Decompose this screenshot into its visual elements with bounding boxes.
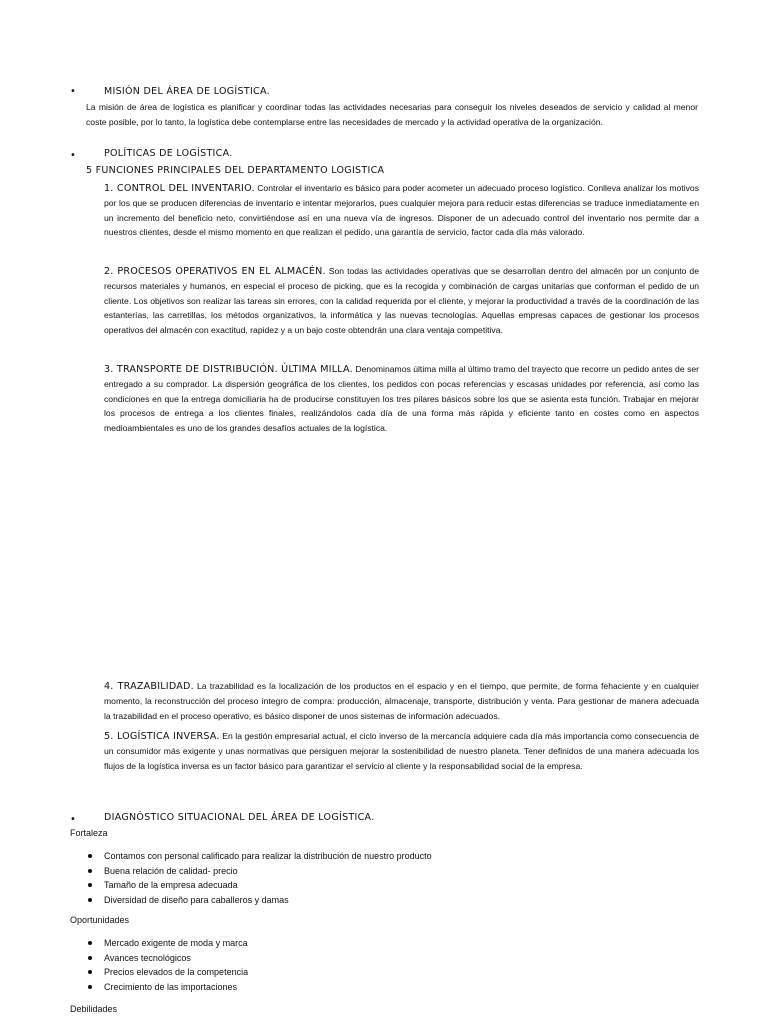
- list-item: Buena relación de calidad- precio: [88, 864, 688, 879]
- list-item: Contamos con personal calificado para realizar la distribución de nuestro producto: [88, 849, 688, 864]
- list-item: Tamaño de la empresa adecuada: [88, 878, 688, 893]
- list-item: Crecimiento de las importaciones: [88, 980, 688, 995]
- funcion-3-paragraph: [104, 362, 699, 435]
- funcion-2-title: 2. PROCESOS OPERATIVOS EN EL ALMACÉN.: [104, 266, 326, 277]
- funcion-3-text: Denominamos última milla al último tramo del trayecto que recorre un pedido antes de ser entregado a su comprador. La dispersión geográfica de los clientes, los pedidos con pocas referencias y escasas unidades por referencia, así como las condiciones en que la entrega domiciliaria ha de producirse constituyen los tres pilares básicos sobre los que se asienta esta función. Trabajar en mejorar los procesos de entrega a los clientes finales, realizándolos cada día de una forma más rápida y eficiente tanto en costes como en aspectos medioambientales es uno de los grandes desafíos actuales de la logística.: [104, 364, 700, 433]
- funcion-1-text: Controlar el inventario es básico para poder acometer un adecuado proceso logístico. Conlleva analizar los motivos por los que se producen diferencias de inventario e intentar mejorarlos, pues cualquier mejora para reducir estas diferencias se traduce inmediatamente en un incremento del beneficio neto, convirtiéndose así en una nueva vía de ingresos. Disponer de un adecuado control del inventario nos permite dar a nuestros clientes, desde el mismo momento en que realizan el pedido, una garantía de servicio, factor cada día más valorado.: [104, 183, 699, 238]
- bullet-icon: [88, 898, 92, 902]
- fortaleza-label: Fortaleza: [70, 828, 108, 838]
- funcion-5-title: 5. LOGÍSTICA INVERSA.: [104, 731, 220, 742]
- bullet-icon: [88, 854, 92, 858]
- funcion-3-title: 3. TRANSPORTE DE DISTRIBUCIÓN. ÚLTIMA MILLA.: [104, 364, 353, 375]
- oportunidades-list: [88, 936, 688, 994]
- funciones-subheading: 5 FUNCIONES PRINCIPALES DEL DEPARTAMENTO LOGISTICA: [86, 165, 385, 176]
- list-item: Mercado exigente de moda y marca: [88, 936, 688, 951]
- bullet-icon: [88, 956, 92, 960]
- funcion-5-paragraph: [104, 729, 699, 773]
- list-item: Avances tecnológicos: [88, 951, 688, 966]
- funcion-4-paragraph: [104, 679, 699, 723]
- fortalezas-list: [88, 849, 688, 907]
- bullet-dot: •: [70, 86, 76, 97]
- list-item: Precios elevados de la competencia: [88, 965, 688, 980]
- funcion-4-text: La trazabilidad es la localización de los productos en el espacio y en el tiempo, que permite, de forma fehaciente y en cualquier momento, la reconstrucción del proceso íntegro de compra: producción, almacenaje, transporte, distribución y venta. Para gestionar de manera adecuada la trazabilidad en el proceso operativo, es básico disponer de unos sistemas de información adecuados.: [104, 681, 699, 721]
- mision-heading: MISIÓN DEL ÁREA DE LOGÍSTICA.: [104, 86, 270, 97]
- bullet-icon: [88, 869, 92, 873]
- debilidades-label: Debilidades: [70, 1004, 118, 1014]
- funcion-2-paragraph: [104, 264, 699, 337]
- oportunidades-label: Oportunidades: [70, 915, 130, 925]
- funcion-2-text: Son todas las actividades operativas que se desarrollan dentro del almacén por un conjunto de recursos materiales y humanos, en especial el proceso de picking, que es la recogida y combinación de cargas unitarias que conforman el pedido de un cliente. Los objetivos son realizar las tareas sin errores, con la calidad requerida por el cliente, y mejorar la productividad a través de la coordinación de las estanterías, las carretillas, los métodos organizativos, la informática y las nuevas tecnologías. Aquellas empresas capaces de gestionar los procesos operativos del almacén con exactitud, rapidez y a un bajo coste obtendrán una clara ventaja competitiva.: [104, 266, 699, 335]
- funcion-5-text: En la gestión empresarial actual, el ciclo inverso de la mercancía adquiere cada día más importancia como consecuencia de un consumidor más exigente y unas normativas que persiguen mejorar la sostenibilidad de nuestro planeta. Tener definidos de una manera adecuada los flujos de la logística inversa es un factor básico para garantizar el servicio al cliente y la responsabilidad social de la empresa.: [104, 731, 700, 771]
- bullet-dot: •: [70, 150, 76, 161]
- funcion-4-title: 4. TRAZABILIDAD.: [104, 681, 194, 692]
- politicas-heading: POLÍTICAS DE LOGÍSTICA.: [104, 148, 233, 159]
- bullet-icon: [88, 985, 92, 989]
- bullet-icon: [88, 941, 92, 945]
- bullet-dot: •: [70, 814, 76, 825]
- mision-paragraph: La misión de área de logística es planificar y coordinar todas las actividades necesarias para conseguir los niveles deseados de servicio y calidad al menor coste posible, por lo tanto, la logística debe contemplarse entre las necesidades de mercado y la actividad operativa de la organización.: [86, 102, 698, 127]
- diagnostico-heading: DIAGNÓSTICO SITUACIONAL DEL ÁREA DE LOGÍSTICA.: [104, 812, 375, 823]
- list-item: Diversidad de diseño para caballeros y damas: [88, 893, 688, 908]
- bullet-icon: [88, 970, 92, 974]
- funcion-1-title: 1. CONTROL DEL INVENTARIO.: [104, 183, 255, 194]
- funcion-1-paragraph: [104, 181, 699, 240]
- bullet-icon: [88, 883, 92, 887]
